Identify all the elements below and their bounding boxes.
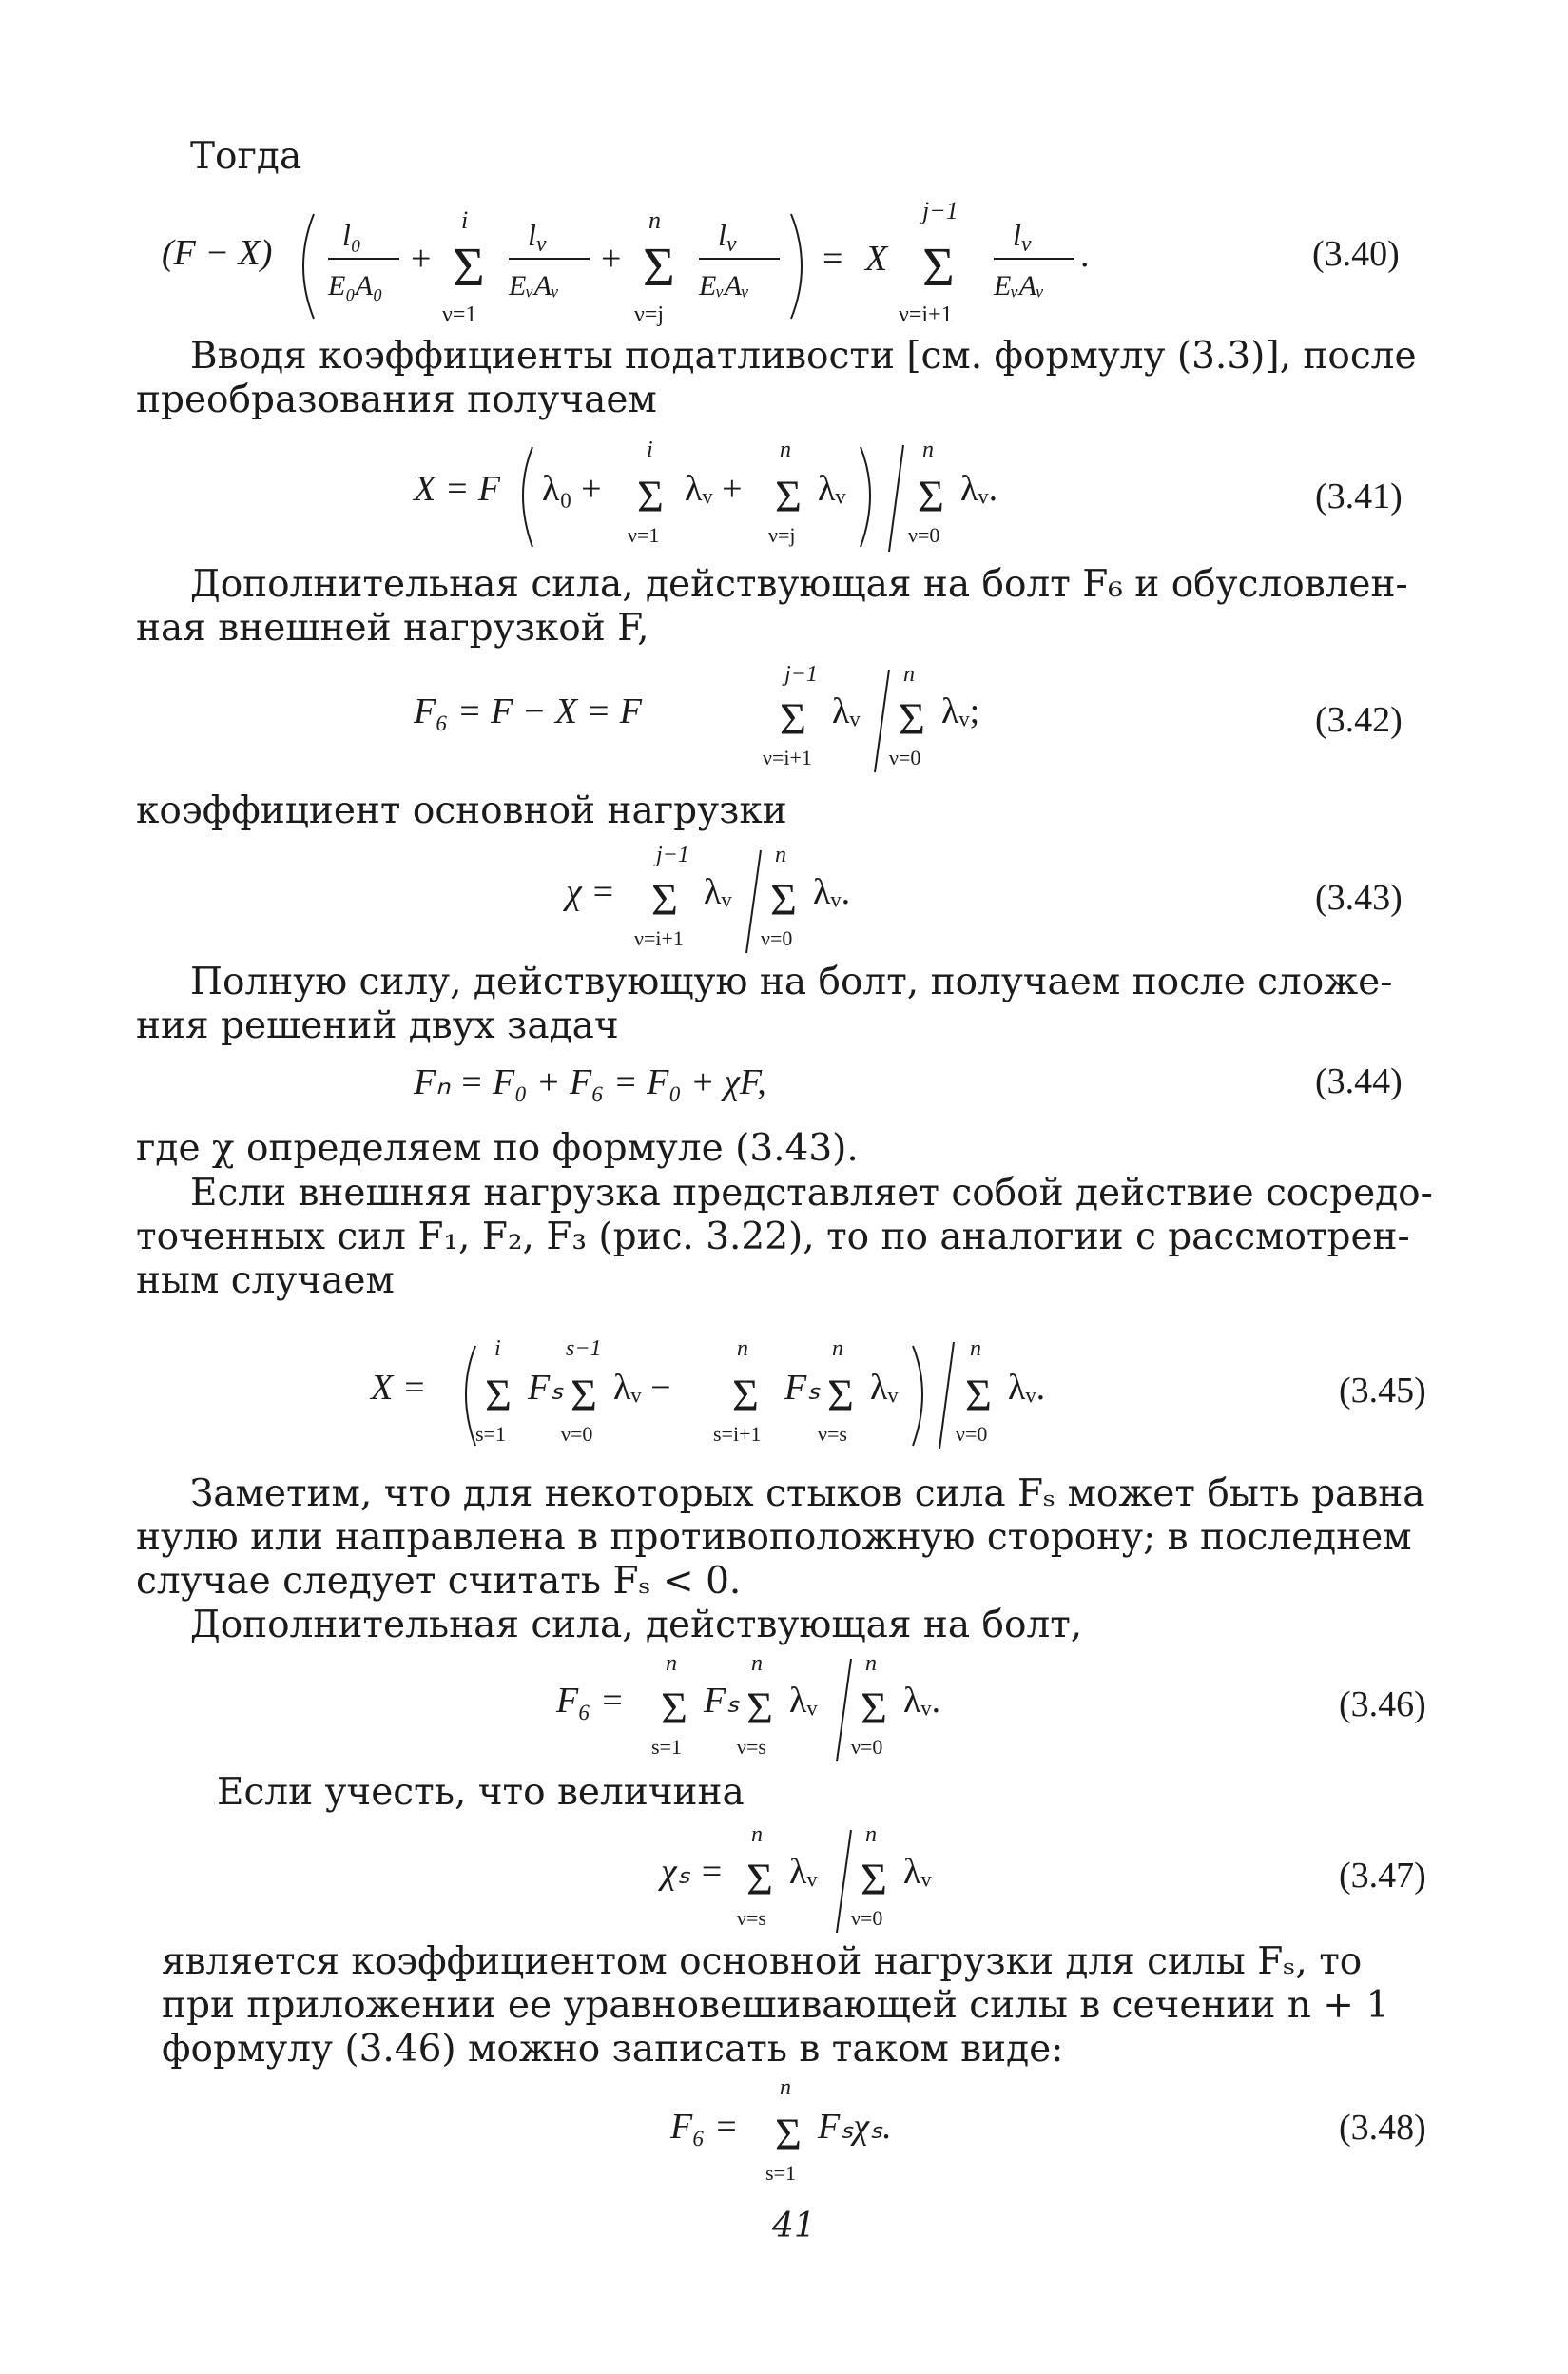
svg-text:i: i [647,438,653,462]
svg-text:Fₛ: Fₛ [704,1681,740,1721]
svg-text:n: n [903,662,915,687]
paragraph-compliance [190,335,1417,379]
equation-number: (3.45) [1339,1371,1426,1411]
svg-text:j−1: j−1 [922,197,958,224]
paragraph-full-force-cont [136,1004,619,1048]
svg-text:s=i+1: s=i+1 [713,1422,762,1446]
svg-text:Σ: Σ [571,1371,597,1421]
svg-text:n: n [780,438,791,462]
svg-text:λᵥ;: λᵥ; [941,691,980,731]
text-line: ния решений двух задач [136,1004,619,1047]
svg-text:ν=i+1: ν=i+1 [634,926,684,950]
equation-number: (3.48) [1339,2108,1426,2148]
text-line: Вводя коэффициенты податливости [см. формулу (3.3)], после [190,335,1417,378]
svg-text:Fₛχₛ.: Fₛχₛ. [818,2107,892,2147]
equation-3-45 [366,1327,1279,1460]
svg-text:λᵥ.: λᵥ. [813,872,851,912]
equation-3-43 [561,837,1151,961]
svg-text:Σ: Σ [861,1683,887,1734]
svg-text:λᵥ +: λᵥ + [685,469,743,509]
page-number: 41 [772,2207,816,2246]
text-line: является коэффициентом основной нагрузки для силы Fₛ, то [162,1940,1363,1983]
svg-text:Σ: Σ [643,236,675,298]
svg-text:n: n [751,1651,763,1676]
svg-text:ν=j: ν=j [768,523,796,547]
text-line: Тогда [190,135,302,178]
equation-number: (3.46) [1339,1684,1426,1724]
svg-text:ν=0: ν=0 [908,523,940,547]
paragraph-where-chi [136,1127,859,1171]
svg-text:F₆ =: F₆ = [556,1681,625,1721]
svg-text:F₆ =: F₆ = [670,2107,739,2147]
svg-text:n: n [970,1336,981,1361]
svg-text:lν: lν [718,218,737,257]
svg-text:n: n [775,843,786,867]
equation-3-48 [666,2062,1065,2195]
svg-text:n: n [751,1822,763,1847]
svg-text:ν=0: ν=0 [889,746,921,769]
svg-text:s−1: s−1 [566,1336,602,1361]
svg-text:λᵥ: λᵥ [789,1681,818,1721]
equation-3-46 [552,1644,1217,1772]
text-line: Дополнительная сила, действующая на болт, [190,1604,1083,1646]
svg-text:χ =: χ = [566,872,615,912]
svg-text:Σ: Σ [651,875,678,925]
svg-text:Σ: Σ [827,1371,854,1421]
svg-text:n: n [865,1822,877,1847]
svg-text:χₛ =: χₛ = [661,1852,725,1892]
paragraph-concentrated [190,1172,1433,1216]
svg-text:s=1: s=1 [765,2161,796,2185]
text-line: где χ определяем по формуле (3.43). [136,1127,859,1170]
svg-text:=: = [823,239,843,279]
svg-text:ν=j: ν=j [634,302,665,327]
svg-text:λᵥ.: λᵥ. [1008,1368,1046,1408]
svg-text:Σ: Σ [861,1855,887,1905]
svg-text:X =: X = [371,1368,427,1408]
svg-text:Σ: Σ [899,694,925,745]
svg-text:λ₀ +: λ₀ + [542,469,602,509]
svg-text:i: i [494,1336,501,1361]
equation-number: (3.44) [1315,1061,1403,1101]
svg-text:X = F: X = F [414,469,501,509]
svg-text:λᵥ: λᵥ [789,1852,818,1892]
text-line: Дополнительная сила, действующая на болт F₆ и обусловлен- [190,563,1408,606]
paragraph-if-consider [217,1771,745,1815]
svg-text:n: n [666,1651,677,1676]
paragraph-extra-force-cont [136,607,649,651]
svg-text:Σ: Σ [732,1371,759,1421]
text-line: коэффициент основной нагрузки [136,789,787,832]
svg-text:ν=s: ν=s [737,1906,766,1930]
paragraph-coefficient [136,789,787,833]
svg-text:n: n [648,206,661,234]
svg-text:ν=0: ν=0 [561,1422,593,1446]
svg-text:s=1: s=1 [475,1422,506,1446]
svg-text:X: X [865,239,888,279]
svg-text:Σ: Σ [965,1371,992,1421]
svg-text:n: n [780,2075,791,2100]
svg-text:ν=0: ν=0 [761,926,793,950]
text-line: Заметим, что для некоторых стыков сила Fₛ может быть равна [190,1472,1425,1515]
svg-text:F₆ = F − X = F: F₆ = F − X = F [414,691,642,731]
paragraph-note-cont [136,1516,1412,1604]
svg-text:Σ: Σ [661,1683,687,1734]
equation-3-42 [409,656,1170,780]
svg-text:EᵥAᵥ: EᵥAᵥ [509,270,560,302]
svg-text:Σ: Σ [922,236,955,298]
svg-text:l₀: l₀ [342,218,362,252]
svg-text:Σ: Σ [746,1683,773,1734]
svg-text:E₀A₀: E₀A₀ [328,270,383,302]
paragraph-extra-force [190,563,1408,607]
text-line: нулю или направлена в противоположную сторону; в последнем [136,1516,1412,1559]
svg-text:λᵥ.: λᵥ. [960,469,998,509]
svg-text:Σ: Σ [637,472,664,522]
text-line: точенных сил F₁, F₂, F₃ (рис. 3.22), то по аналогии с рассмотрен- [136,1216,1410,1258]
svg-text:Σ: Σ [918,472,944,522]
svg-text:Fₛ: Fₛ [784,1368,821,1408]
svg-text:ν=i+1: ν=i+1 [899,302,953,327]
svg-text:lν: lν [1013,218,1032,257]
svg-text:n: n [832,1336,843,1361]
paragraph-full-force [190,961,1392,1004]
svg-text:ν=0: ν=0 [851,1735,883,1759]
equation-number: (3.42) [1315,700,1403,740]
paragraph-then [190,135,301,179]
svg-text:n: n [737,1336,748,1361]
svg-text:+: + [411,239,432,279]
paragraph-concentrated-cont [136,1216,1410,1303]
text-line: преобразования получаем [136,379,657,421]
svg-text:Σ: Σ [775,472,802,522]
svg-text:EᵥAᵥ: EᵥAᵥ [699,270,750,302]
svg-text:j−1: j−1 [656,843,689,867]
svg-text:Σ: Σ [780,694,806,745]
svg-text:Σ: Σ [485,1371,512,1421]
svg-text:ν=i+1: ν=i+1 [763,746,812,769]
svg-text:(F − X): (F − X) [162,233,273,273]
svg-text:n: n [922,438,934,462]
svg-text:λᵥ: λᵥ [903,1852,932,1892]
equation-3-41 [409,428,1170,561]
equation-3-47 [656,1815,1189,1943]
equation-number: (3.41) [1315,477,1403,516]
text-line: формулу (3.46) можно записать в таком виде: [162,2028,1064,2071]
equation-3-40 [152,190,1350,342]
svg-text:ν=s: ν=s [737,1735,766,1759]
svg-text:λᵥ −: λᵥ − [613,1368,671,1408]
text-line: Полную силу, действующую на болт, получаем после сложе- [190,961,1393,1003]
svg-text:Σ: Σ [453,236,485,298]
paragraph-is-coefficient [162,1940,1389,2072]
svg-text:i: i [461,206,469,234]
text-line: Если внешняя нагрузка представляет собой действие сосредо- [190,1172,1433,1215]
svg-text:ν=1: ν=1 [442,302,477,327]
svg-text:+: + [601,239,622,279]
svg-text:EᵥAᵥ: EᵥAᵥ [994,270,1045,302]
svg-text:ν=0: ν=0 [956,1422,988,1446]
text-line: случае следует считать Fₛ < 0. [136,1560,742,1603]
text-line: ным случаем [136,1259,395,1302]
svg-text:λᵥ: λᵥ [832,691,861,731]
text-line: при приложении ее уравновешивающей силы в сечении n + 1 [162,1984,1390,2027]
svg-text:Fₙ = F₀ + F₆ = F₀ + χF,: Fₙ = F₀ + F₆ = F₀ + χF, [414,1062,766,1102]
svg-text:n: n [865,1651,877,1676]
svg-text:s=1: s=1 [651,1735,682,1759]
text-line: Если учесть, что величина [217,1771,745,1814]
equation-number: (3.47) [1339,1856,1426,1896]
svg-text:j−1: j−1 [784,662,818,687]
svg-text:λᵥ: λᵥ [704,872,732,912]
svg-text:λᵥ: λᵥ [818,469,846,509]
svg-text:λᵥ: λᵥ [870,1368,899,1408]
svg-text:ν=0: ν=0 [851,1906,883,1930]
svg-text:Σ: Σ [775,2110,802,2160]
svg-text:λᵥ.: λᵥ. [903,1681,941,1721]
paragraph-compliance-cont [136,379,657,422]
svg-text:Σ: Σ [746,1855,773,1905]
equation-3-44 [409,1046,1074,1113]
equation-number: (3.43) [1315,878,1403,918]
paragraph-note [190,1472,1424,1516]
text-line: ная внешней нагрузкой F, [136,607,649,650]
svg-text:ν=s: ν=s [818,1422,847,1446]
svg-text:Fₛ: Fₛ [528,1368,564,1408]
svg-text:ν=1: ν=1 [628,523,660,547]
svg-text:lν: lν [528,218,547,257]
paragraph-bolt-force [190,1604,1082,1647]
svg-text:.: . [1080,235,1090,275]
equation-number: (3.40) [1312,234,1400,274]
svg-text:Σ: Σ [770,875,797,925]
